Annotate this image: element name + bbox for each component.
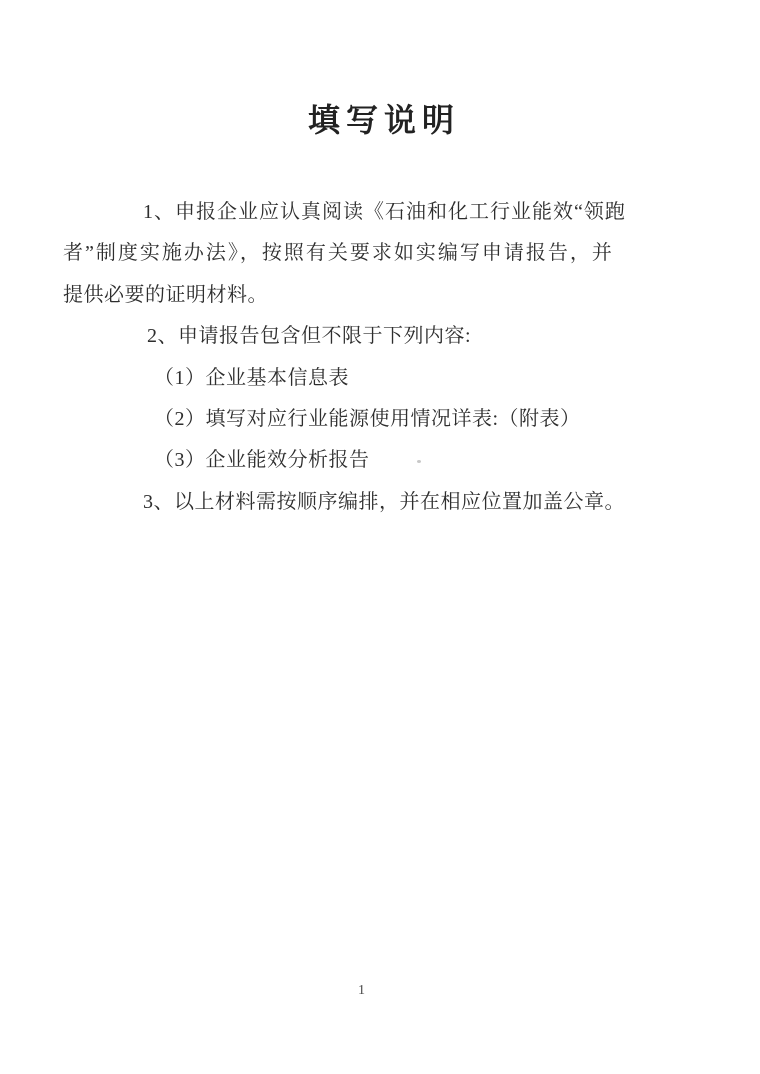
body-line: 3、以上材料需按顺序编排，并在相应位置加盖公章。 [143, 490, 625, 513]
instructions-text [63, 192, 683, 523]
body-line: （1）企业基本信息表 [154, 366, 349, 389]
page-title: 填写说明 [308, 102, 461, 138]
body-line: （2）填写对应行业能源使用情况详表:（附表） [154, 407, 581, 430]
body-line: 1、申报企业应认真阅读《石油和化工行业能效“领跑 [143, 201, 626, 223]
body-line: （3）企业能效分析报告 [154, 449, 370, 472]
body-line: 者”制度实施办法》，按照有关要求如实编写申请报告，并 [63, 242, 614, 265]
body-line: 提供必要的证明材料。 [63, 283, 268, 306]
body-line: 2、申请报告包含但不限于下列内容: [147, 325, 472, 348]
scan-speck [417, 460, 421, 463]
page-number: 1 [358, 983, 365, 998]
